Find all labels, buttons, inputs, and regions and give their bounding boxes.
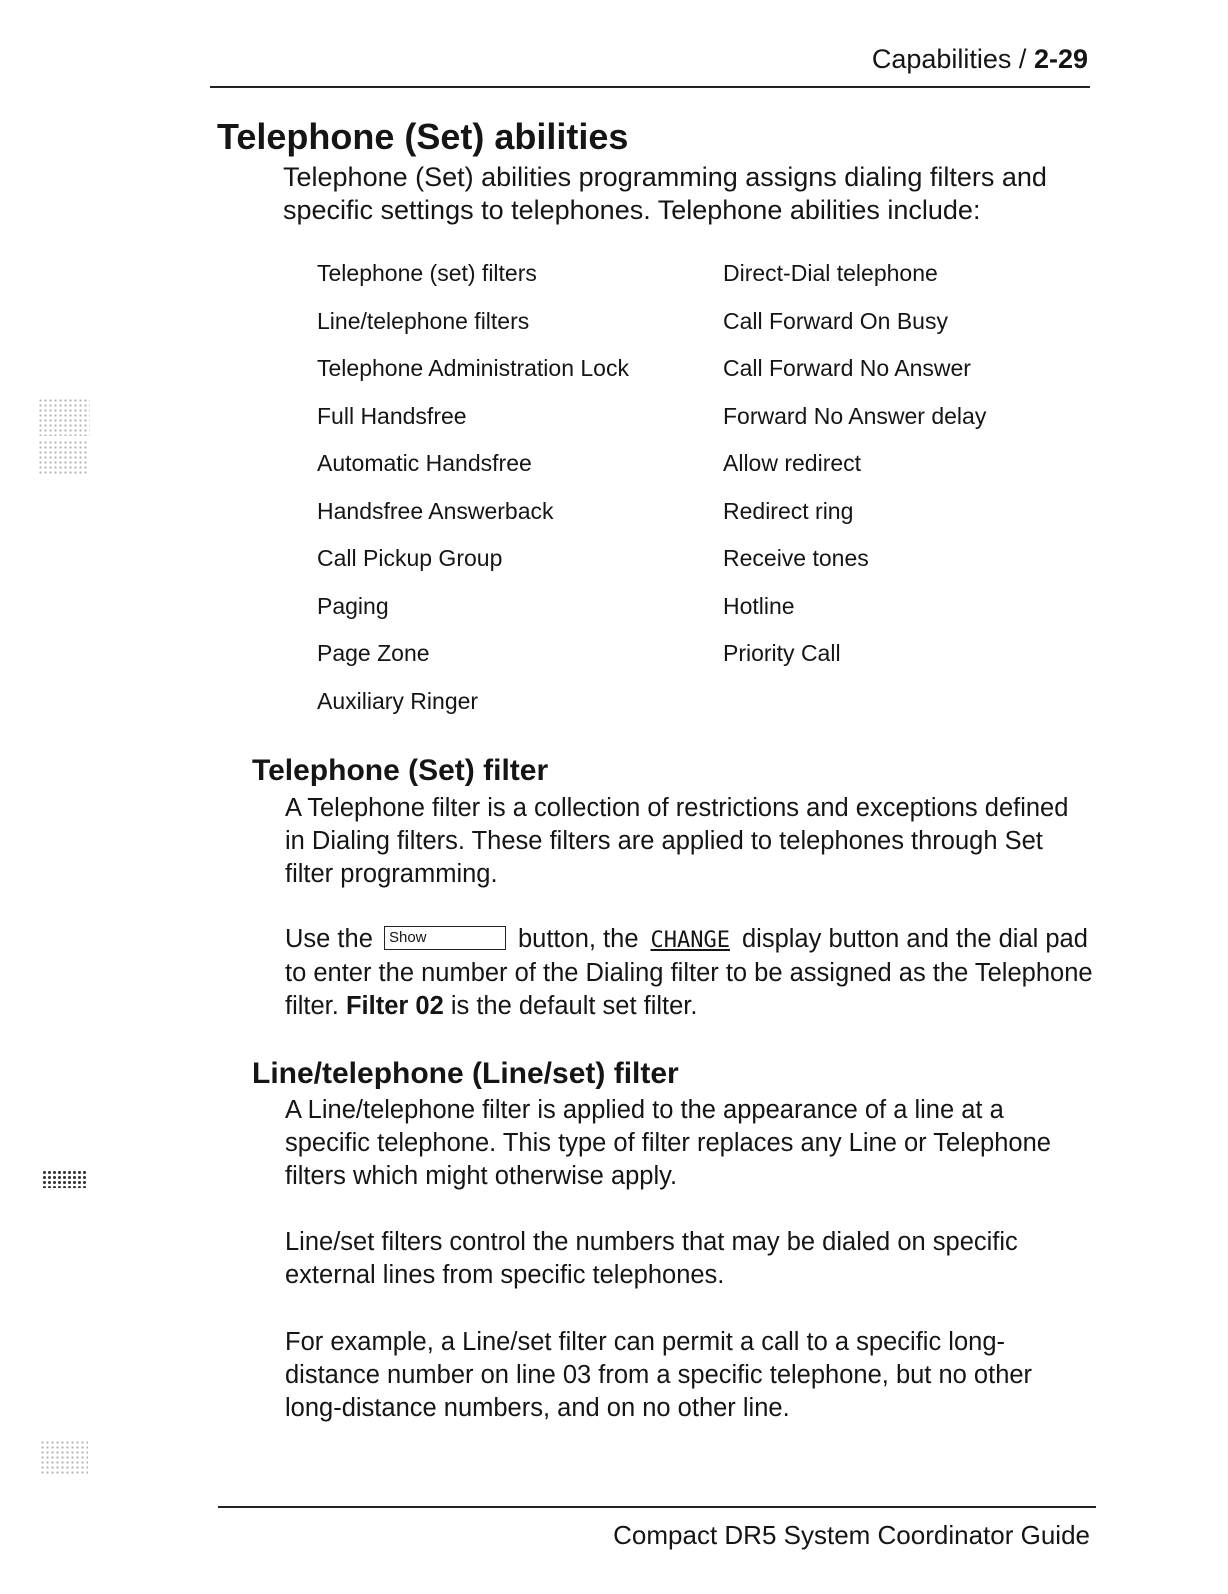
set-filter-instructions: [285, 923, 1095, 1023]
list-item: Hotline: [723, 592, 795, 619]
list-item: Paging: [317, 592, 389, 619]
scan-speck: [38, 398, 90, 436]
footer-rule: [218, 1506, 1096, 1508]
list-item: Receive tones: [723, 545, 869, 571]
list-item: Auxiliary Ringer: [317, 687, 479, 714]
instruction-text: button, the: [517, 925, 639, 953]
list-item: Call Forward On Busy: [723, 307, 948, 334]
abilities-list-right: [723, 250, 1083, 678]
list-item: Line/telephone filters: [317, 307, 530, 334]
scan-speck: [40, 1440, 88, 1474]
list-item: Priority Call: [723, 640, 841, 666]
intro-paragraph: Telephone (Set) abilities programming assigns dialing filters and specific settings to telephones. Telephone abilities include:: [283, 162, 1047, 225]
list-item: Direct-Dial telephone: [723, 260, 938, 286]
list-item: Redirect ring: [723, 497, 854, 524]
instruction-text: Use the: [285, 925, 373, 953]
list-item: Call Forward No Answer: [723, 355, 971, 381]
lineset-filter-paragraph-2: Line/set filters control the numbers that may be dialed on specific external lines from specific telephones.: [285, 1228, 1018, 1289]
running-footer: Compact DR5 System Coordinator Guide: [613, 1520, 1090, 1550]
scan-speck: [38, 440, 88, 476]
list-item: Automatic Handsfree: [317, 450, 532, 476]
section-heading-lineset-filter: Line/telephone (Line/set) filter: [252, 1057, 679, 1090]
lineset-filter-example: For example, a Line/set filter can permit a call to a specific long-distance number on line 03 from a specific telephone, but no other long-distance numbers, and on no other line.: [285, 1328, 1033, 1422]
list-item: Page Zone: [317, 640, 430, 666]
list-item: Telephone Administration Lock: [317, 355, 629, 381]
page-title: Telephone (Set) abilities: [217, 116, 629, 157]
scan-speck: [42, 1170, 88, 1188]
abilities-list-left: [317, 250, 707, 725]
list-item: Telephone (set) filters: [317, 260, 537, 286]
instruction-text: is the default set filter.: [450, 992, 698, 1020]
list-item: Handsfree Answerback: [317, 497, 554, 524]
page-number: 2-29: [1033, 44, 1088, 74]
list-item: Allow redirect: [723, 450, 862, 476]
lineset-filter-paragraph: A Line/telephone filter is applied to the appearance of a line at a specific telephone. This type of filter replaces any Line or Telephone filters which might otherwise apply.: [285, 1096, 1051, 1190]
list-item: Forward No Answer delay: [723, 402, 987, 429]
header-rule: [210, 86, 1090, 88]
show-key-icon: Show: [384, 926, 506, 950]
section-heading-set-filter: Telephone (Set) filter: [252, 754, 549, 787]
change-display-button: CHANGE: [650, 928, 730, 953]
header-section: Capabilities /: [871, 44, 1034, 74]
list-item: Call Pickup Group: [317, 545, 503, 571]
instruction-text: display button and the dial pad to enter the number of the Dialing filter to be assigned as the Telephone filter.: [285, 925, 1093, 1020]
set-filter-paragraph: A Telephone filter is a collection of restrictions and exceptions defined in Dialing filters. These filters are applied to telephones through Set filter programming.: [285, 794, 1069, 888]
default-filter-label: Filter 02: [345, 992, 444, 1020]
running-header: [872, 44, 1088, 75]
list-item: Full Handsfree: [317, 402, 467, 429]
